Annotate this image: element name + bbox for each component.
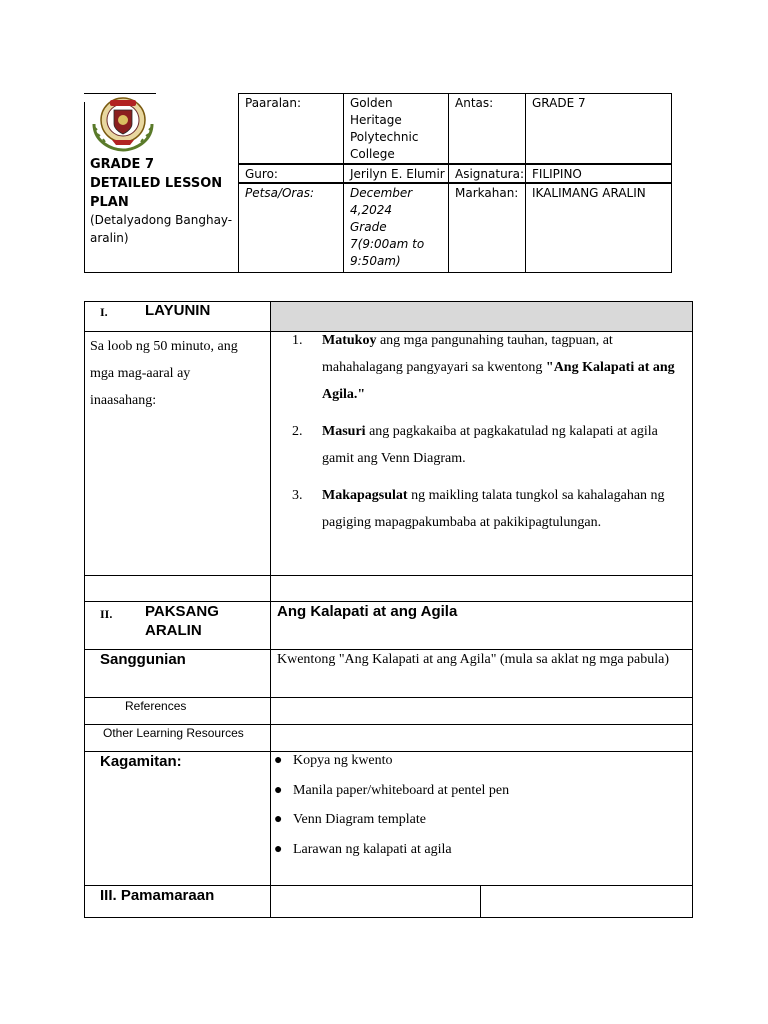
pamamaraan-title: III. Pamamaraan (100, 887, 215, 904)
material-text: Kopya ng kwento (293, 753, 393, 768)
petsa-line-5: 9:50am) (350, 254, 401, 268)
bullet-icon: ● (274, 841, 283, 857)
layunin-intro-line-3: inaasahang: (90, 393, 157, 408)
material-text: Manila paper/whiteboard at pentel pen (293, 782, 510, 798)
bullet-icon: ● (274, 812, 283, 827)
lesson-plan-subtitle: (Detalyadong Banghay-aralin) (90, 213, 233, 245)
material-item (271, 841, 681, 871)
paaralan-value: Golden Heritage Polytechnic College (350, 96, 419, 161)
petsa-line-3: Grade (350, 220, 387, 234)
guro-label: Guro: (245, 167, 278, 181)
layunin-intro-line-2: mga mag-aaral ay (90, 366, 191, 381)
other-resources-label: Other Learning Resources (103, 726, 244, 740)
objective-story-title: "Ang Kalapati at ang Agila." (322, 360, 675, 402)
layunin-title: LAYUNIN (145, 302, 211, 319)
layunin-intro-line-1: Sa loob ng 50 minuto, ang (90, 339, 238, 354)
paksa-title (145, 602, 219, 640)
material-item (271, 752, 681, 782)
petsa-line-4: 7(9:00am to (350, 237, 425, 251)
asignatura-label: Asignatura: (455, 167, 525, 181)
sanggunian-value: Kwentong "Ang Kalapati at ang Agila" (mula sa aklat ng mga pabula) (277, 652, 670, 667)
title-line-2: DETAILED LESSON (90, 176, 223, 191)
material-text: Larawan ng kalapati at agila (293, 841, 452, 857)
material-item (271, 811, 681, 841)
petsa-line-2: 4,2024 (350, 203, 392, 217)
sanggunian-label: Sanggunian (100, 651, 186, 668)
title-line-3: PLAN (90, 195, 129, 210)
markahan-label: Markahan: (455, 186, 519, 200)
title-line-1: GRADE 7 (90, 157, 154, 172)
objective-number: 2. (292, 424, 303, 439)
objective-number: 1. (292, 333, 303, 348)
objectives-list (292, 327, 687, 546)
bullet-icon: ● (274, 782, 283, 798)
paksa-title-line-2: ARALIN (145, 622, 202, 639)
asignatura-value: FILIPINO (532, 167, 582, 181)
paksa-title-line-1: PAKSANG (145, 603, 219, 620)
antas-label: Antas: (455, 96, 494, 110)
lesson-plan-title (90, 155, 236, 212)
objective-verb: Makapagsulat (322, 488, 408, 503)
markahan-value: IKALIMANG ARALIN (532, 186, 646, 200)
bullet-icon: ● (274, 753, 283, 768)
objective-text: ang pagkakaiba at pagkakatulad ng kalapati at agila gamit ang Venn Diagram. (322, 424, 658, 466)
guro-value: Jerilyn E. Elumir (350, 167, 445, 181)
objective-item (292, 482, 687, 536)
petsa-value (350, 185, 446, 270)
objective-item (292, 327, 687, 408)
objective-item (292, 418, 687, 472)
school-seal-logo (90, 94, 156, 152)
objective-verb: Masuri (322, 424, 366, 439)
material-item (271, 782, 681, 812)
layunin-numeral: I. (100, 305, 108, 319)
paksa-numeral: II. (100, 607, 113, 621)
objective-verb: Matukoy (322, 333, 377, 348)
petsa-label: Petsa/Oras: (245, 186, 314, 200)
objective-text: ang mga pangunahing tauhan, tagpuan, at mahahalagang pangyayari sa kwentong (322, 333, 613, 375)
objective-number: 3. (292, 488, 303, 503)
layunin-intro (90, 333, 266, 414)
objective-text: ng maikling talata tungkol sa kahalagahan ng pagiging mapagpakumbaba at pakikipagtulungan. (322, 488, 665, 530)
antas-value: GRADE 7 (532, 96, 586, 110)
material-text: Venn Diagram template (293, 812, 426, 827)
petsa-line-1: December (350, 186, 413, 200)
paksa-topic: Ang Kalapati at ang Agila (277, 603, 458, 620)
paaralan-label: Paaralan: (245, 96, 302, 110)
kagamitan-label: Kagamitan: (100, 753, 182, 770)
references-label: References (125, 699, 187, 713)
materials-list (271, 752, 681, 870)
